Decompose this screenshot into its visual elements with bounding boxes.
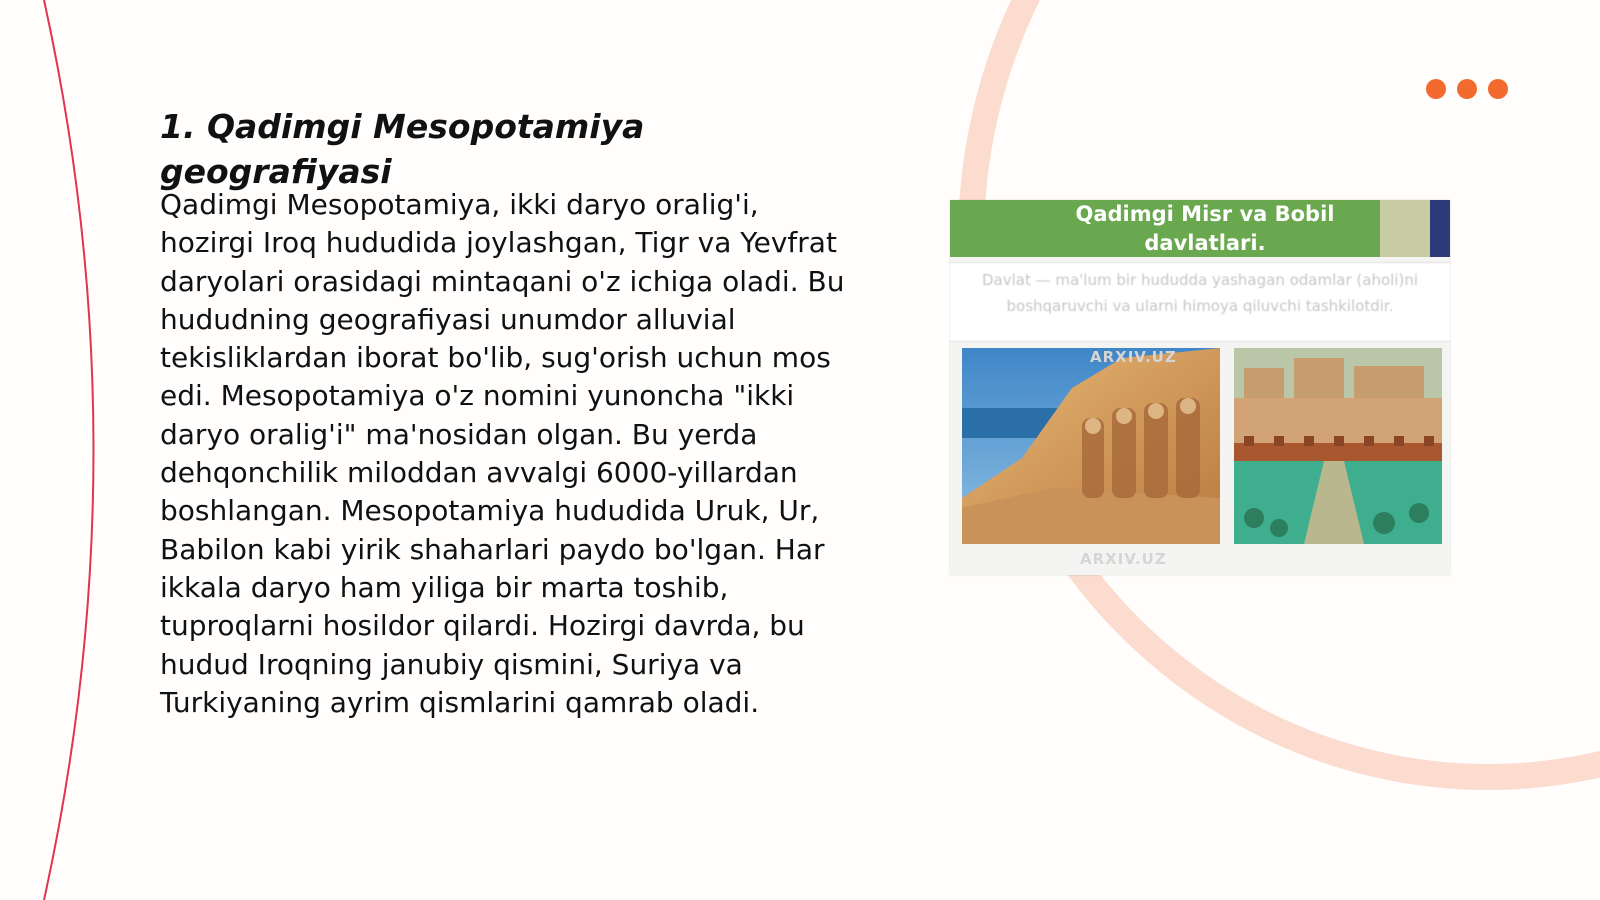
figure-header-side-block	[1380, 200, 1430, 257]
dot-icon	[1426, 79, 1446, 99]
abu-simbel-photo	[962, 348, 1220, 544]
decorative-dots	[1426, 79, 1508, 99]
figure-header-side-block	[1430, 200, 1450, 257]
dot-icon	[1488, 79, 1508, 99]
figure-header: Qadimgi Misr va Bobil davlatlari.	[950, 200, 1380, 257]
dot-icon	[1457, 79, 1477, 99]
slide-body-text: Qadimgi Mesopotamiya, ikki daryo oralig'i, hozirgi Iroq hududida joylashgan, Tigr va Yevfrat daryolari orasidagi mintaqani o'z ichiga oladi. Bu hududning geografiyasi unumdor alluvial tekisliklardan iborat bo'lib, sug'orish uchun mos edi. Mesopotamiya o'z nomini yunoncha "ikki daryo oralig'i" ma'nosidan olgan. Bu yerda dehqonchilik miloddan avvalgi 6000-yillardan boshlangan. Mesopotamiya hududida Uruk, Ur, Babilon kabi yirik shaharlari paydo bo'lgan. Har ikkala daryo ham yiliga bir marta toshib, tuproqlarni hosildor qilardi. Hozirgi davrda, bu hudud Iroqning janubiy qismini, Suriya va Turkiyaning ayrim qismlarini qamrab oladi.	[160, 188, 845, 719]
figure-image	[950, 200, 1450, 575]
babylon-illustration	[1234, 348, 1442, 544]
figure-caption: Davlat — ma'lum bir hududda yashagan odamlar (aholi)ni boshqaruvchi va ularni himoya qiluvchi tashkilotdir.	[950, 262, 1450, 342]
slide-title: 1. Qadimgi Mesopotamiya geografiyasi	[160, 107, 645, 191]
figure-watermark: ARXIV.UZ	[1080, 550, 1167, 568]
figure-watermark: ARXIV.UZ	[1090, 348, 1177, 366]
